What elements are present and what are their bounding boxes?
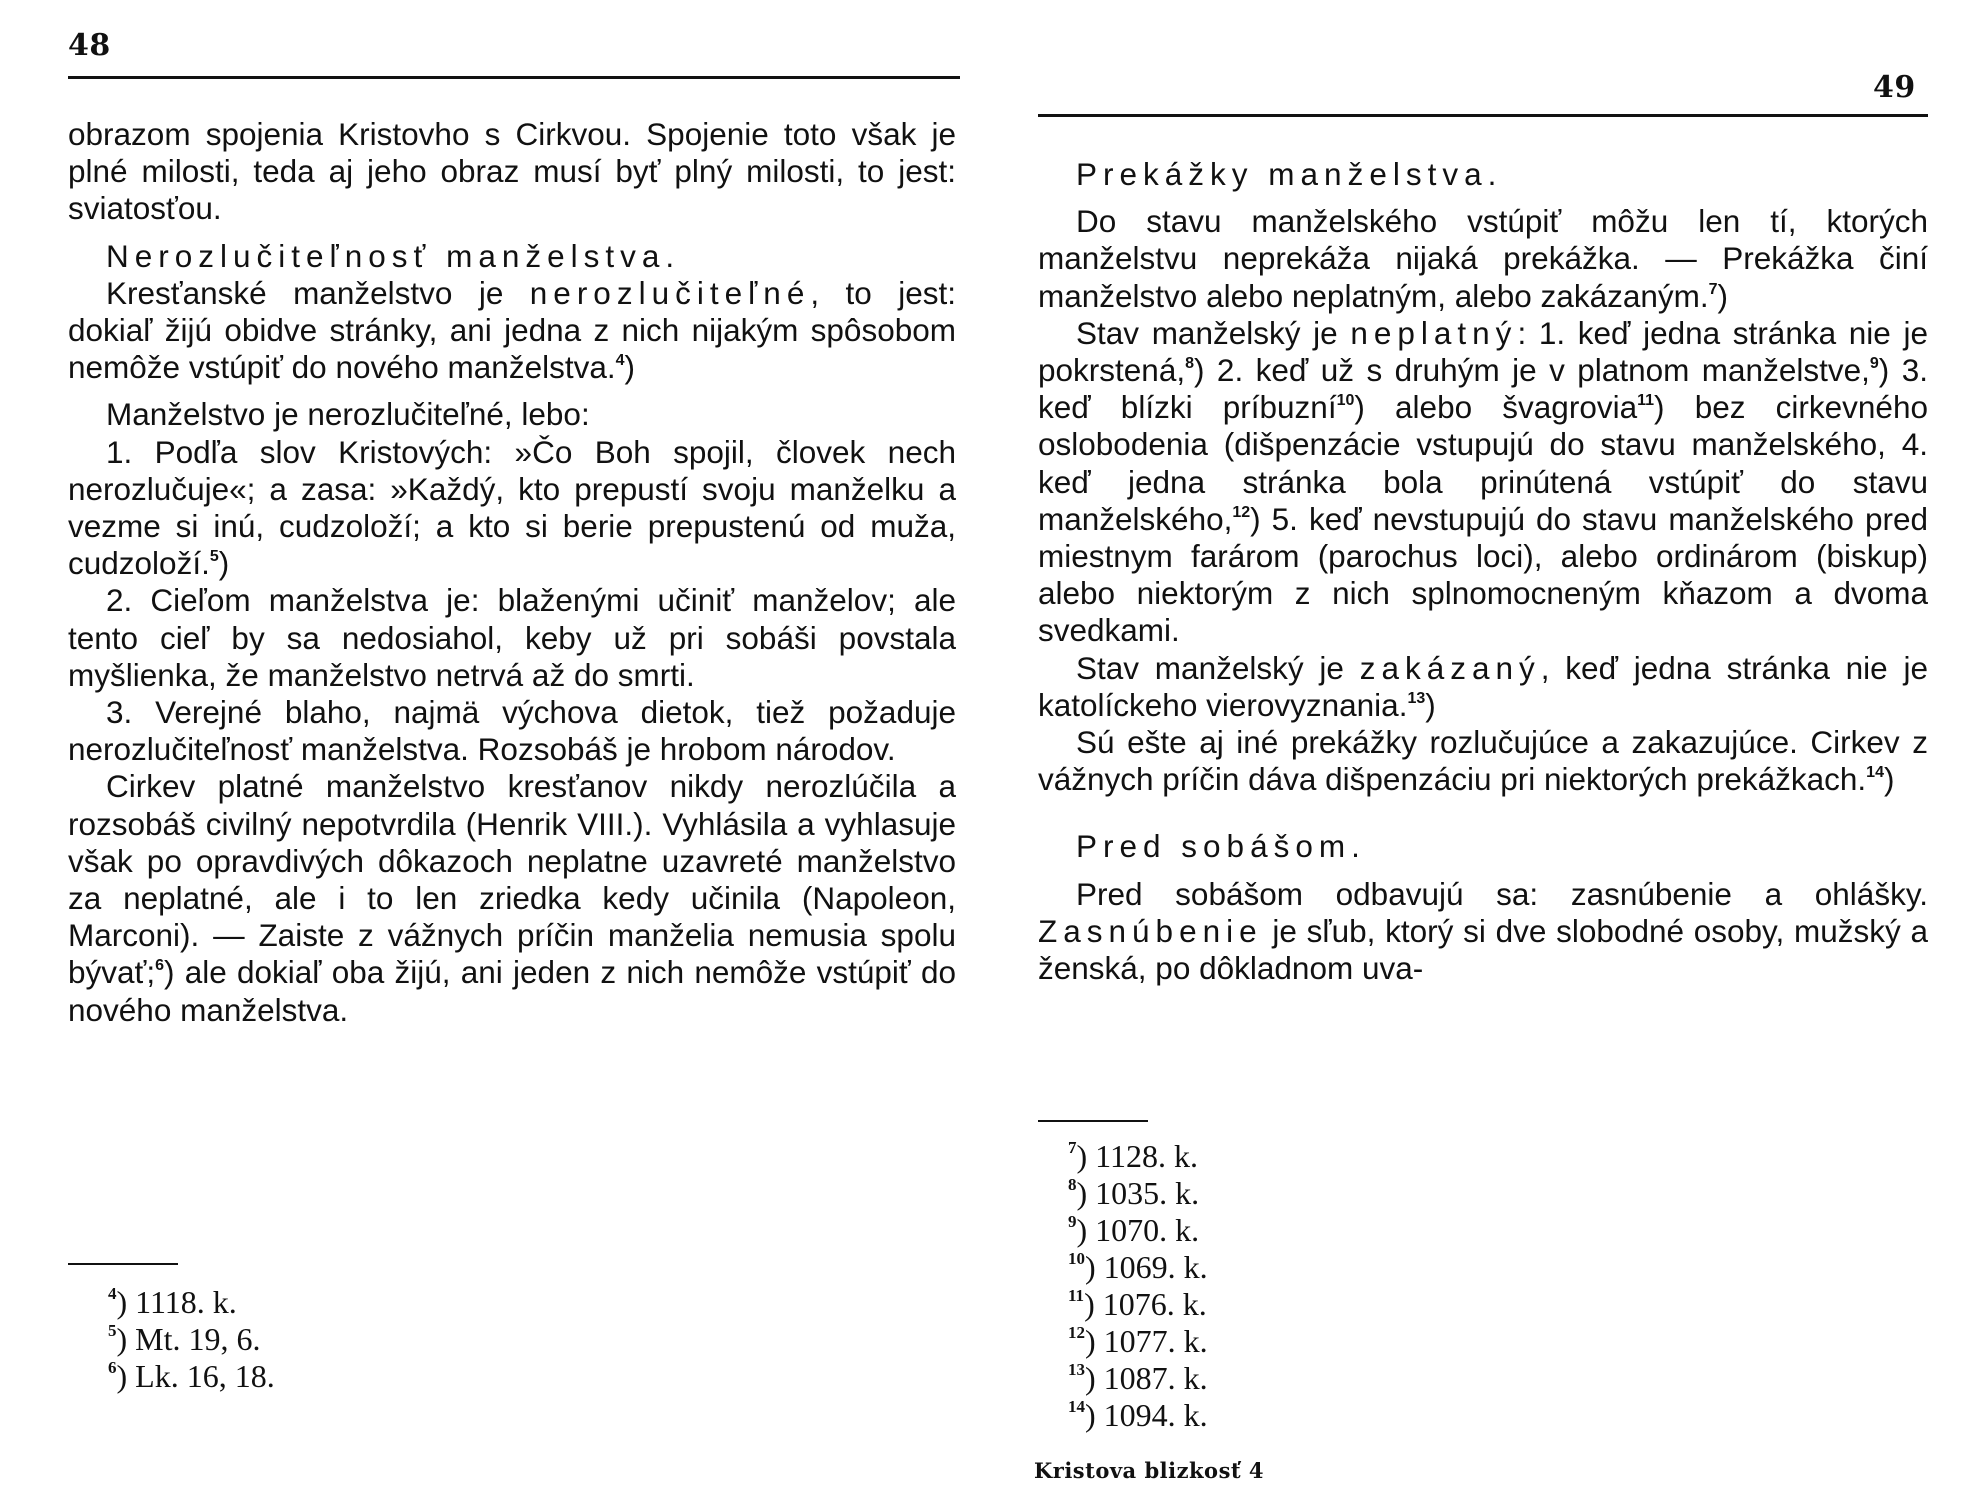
footnote-ref: 7	[1708, 280, 1718, 298]
footnote: $^{10}$) 1069. k.	[1068, 1249, 1208, 1285]
paragraph: Stav manželský je zakázaný, keď jedna stránka nie je katolíckeho vierovyznania.$^{13}$)	[1038, 649, 1928, 723]
footnote: $^{14}$) 1094. k.	[1068, 1397, 1208, 1433]
emphasis: zakázaný	[1359, 649, 1541, 686]
emphasis: neplatný	[1350, 314, 1518, 351]
footnotes	[108, 1284, 275, 1395]
footnote-ref: 13	[1407, 689, 1426, 707]
paragraph: obrazom spojenia Kristovho s Cirkvou. Spojenie toto však je plné milosti, teda aj jeho obraz musí byť plný milosti, to jest: sviatosťou.	[68, 116, 956, 227]
footnote-ref: 12	[1232, 503, 1251, 521]
text-column	[1038, 156, 1928, 987]
footnote: $^{11}$) 1076. k.	[1068, 1286, 1207, 1322]
footnote: $^6$) Lk. 16, 18.	[108, 1358, 275, 1394]
footnote-rule	[68, 1263, 178, 1265]
printer-signature: Kristova blizkosť 4	[1034, 1458, 1265, 1483]
section-heading: Nerozlučiteľnosť manželstva.	[106, 237, 681, 274]
footnotes	[1068, 1138, 1208, 1434]
footnote: $^5$) Mt. 19, 6.	[108, 1321, 261, 1357]
emphasis: nerozlučiteľné	[529, 274, 811, 311]
footnote-ref: 11	[1637, 392, 1655, 410]
paragraph: 1. Podľa slov Kristových: »Čo Boh spojil, človek nech nerozlučuje«; a zasa: »Každý, kto prepustí svoju manželku a vezme si inú, cudzoloží; a kto si berie prepustenú od muža, cudzoloží.$^5$)	[68, 433, 956, 582]
header-rule	[1038, 114, 1928, 117]
footnote: $^9$) 1070. k.	[1068, 1212, 1200, 1248]
right-page	[980, 0, 1962, 1500]
paragraph: Cirkev platné manželstvo kresťanov nikdy nerozlúčila a rozsobáš civilný nepotvrdila (Henrik VIII.). Vyhlásila a vyhlasuje však po opravdivých dôkazoch neplatne uzavreté manželstvo za neplatné, ale i to len zriedka kedy učinila (Napoleon, Marconi). — Zaiste z vážnych príčin manželia nemusia spolu bývať;$^6$) ale dokiaľ oba žijú, ani jeden z nich nemôže vstúpiť do nového manželstva.	[68, 768, 956, 1028]
left-page	[0, 0, 980, 1500]
footnote: $^4$) 1118. k.	[108, 1284, 237, 1320]
footnote-ref: 10	[1336, 392, 1355, 410]
footnote-ref: 4	[615, 352, 625, 370]
header-rule	[68, 76, 960, 79]
paragraph: Stav manželský je neplatný: 1. keď jedna stránka nie je pokrstená,$^8$) 2. keď už s druhým je v platnom manželstve,$^9$) 3. keď blízki príbuzní$^{10}$) alebo švagrovia$^{11}$) bez cirkevného oslobodenia (dišpenzácie vstupujú do stavu manželského, 4. keď jedna stránka bola prinútená vstúpiť do stavu manželského,$^{12}$) 5. keď nevstupujú do stavu manželského pred miestnym farárom (parochus loci), alebo ordinárom (biskup) alebo niektorým z nich splnomocneným kňazom a dvoma svedkami.	[1038, 314, 1928, 649]
footnote-ref: 8	[1185, 355, 1194, 373]
paragraph: Manželstvo je nerozlučiteľné, lebo:	[106, 396, 590, 433]
footnote-ref: 5	[209, 548, 219, 566]
section-heading: Prekážky manželstva.	[1076, 156, 1503, 192]
emphasis: Zasnúbenie	[1038, 912, 1263, 949]
footnote: $^7$) 1128. k.	[1068, 1138, 1198, 1174]
footnote-rule	[1038, 1120, 1148, 1122]
paragraph: Kresťanské manželstvo je nerozlučiteľné, to jest: dokiaľ žijú obidve stránky, ani jedna z nich nijakým spôsobom nemôže vstúpiť do nového manželstva.$^4$)	[68, 274, 957, 386]
footnote-ref: 9	[1869, 355, 1879, 373]
page-number: 48	[68, 28, 111, 63]
paragraph: Sú ešte aj iné prekážky rozlučujúce a zakazujúce. Cirkev z vážnych príčin dáva dišpenzáciu pri niektorých prekážkach.$^{14}$)	[1038, 724, 1928, 798]
section-heading: Pred sobášom.	[1076, 828, 1366, 865]
footnote: $^{13}$) 1087. k.	[1068, 1360, 1208, 1396]
paragraph: Pred sobášom odbavujú sa: zasnúbenie a ohlášky. Zasnúbenie je sľub, ktorý si dve slobodné osoby, mužský a ženská, po dôkladnom uva-	[1038, 875, 1928, 987]
text-column	[68, 116, 956, 1029]
paragraph: 2. Cieľom manželstva je: blaženými učiniť manželov; ale tento cieľ by sa nedosiahol, keby už pri sobáši povstala myšlienka, že manželstvo netrvá až do smrti.	[68, 582, 956, 693]
footnote-ref: 6	[155, 957, 165, 975]
page-number: 49	[1873, 70, 1916, 105]
footnote-ref: 14	[1866, 764, 1884, 782]
footnote: $^{12}$) 1077. k.	[1068, 1323, 1208, 1359]
paragraph: Do stavu manželského vstúpiť môžu len tí, ktorých manželstvu neprekáža nijaká prekážka. — Prekážka činí manželstvo alebo neplatným, alebo zakázaným.$^7$)	[1038, 203, 1928, 314]
footnote: $^8$) 1035. k.	[1068, 1175, 1200, 1211]
paragraph: 3. Verejné blaho, najmä výchova dietok, tiež požaduje nerozlučiteľnosť manželstva. Rozsobáš je hrobom národov.	[68, 694, 956, 768]
